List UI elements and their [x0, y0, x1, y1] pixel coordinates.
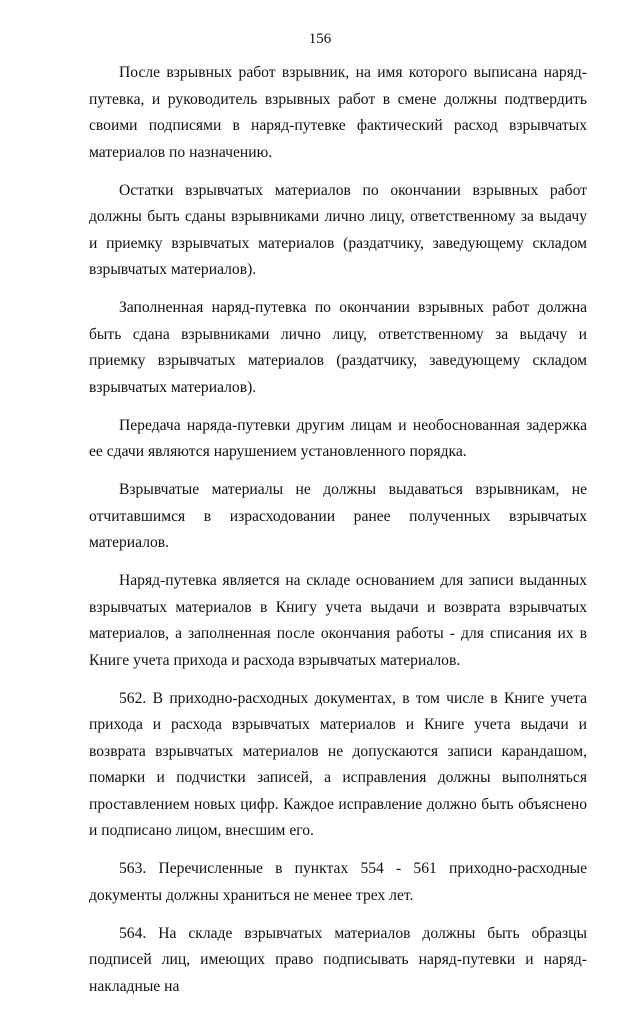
paragraph-issuance-restriction: Взрывчатые материалы не должны выдаваться взрывникам, не отчитавшимся в израсходовании ранее полученных взрывчатых материалов.: [89, 481, 587, 551]
paragraph-explosives-remainders: Остатки взрывчатых материалов по окончании взрывных работ должны быть сданы взрывниками лично лицу, ответственному за выдачу и приемку взрывчатых материалов (раздатчику, заведующему складом взрывчатых материалов).: [89, 181, 587, 278]
paragraph-562: 562. В приходно-расходных документах, в том числе в Книге учета прихода и расхода взрывчатых материалов и Книге учета выдачи и возврата взрывчатых материалов не допускаются записи карандашом, помарки и подчистки записей, а исправления должны выполняться проставлением новых цифр. Каждое исправление должно быть объяснено и подписано лицом, внесшим его.: [89, 689, 587, 839]
paragraph-563: 563. Перечисленные в пунктах 554 - 561 приходно-расходные документы должны храниться не менее трех лет.: [89, 860, 587, 904]
paragraph-work-order-transfer: Передача наряда-путевки другим лицам и необоснованная задержка ее сдачи являются нарушением установленного порядка.: [89, 416, 587, 460]
page-number: 156: [308, 31, 332, 47]
paragraph-completed-work-order: Заполненная наряд-путевка по окончании взрывных работ должна быть сдана взрывниками лично лицу, ответственному за выдачу и приемку взрывчатых материалов (раздатчику, заведующему складом взрывчатых материалов).: [89, 299, 587, 396]
paragraph-explosives-consumption-signatures: После взрывных работ взрывник, на имя которого выписана наряд-путевка, и руководитель взрывных работ в смене должны подтвердить своими подписями в наряд-путевке фактический расход взрывчатых материалов по назначению.: [89, 64, 587, 161]
paragraph-564: 564. На складе взрывчатых материалов должны быть образцы подписей лиц, имеющих право подписывать наряд-путевки и наряд-накладные на: [89, 924, 587, 995]
paragraph-work-order-basis: Наряд-путевка является на складе основанием для записи выданных взрывчатых материалов в Книгу учета выдачи и возврата взрывчатых материалов, а заполненная после окончания работы - для списания их в Книге учета прихода и расхода взрывчатых материалов.: [89, 572, 587, 669]
body-text: [89, 60, 587, 1012]
